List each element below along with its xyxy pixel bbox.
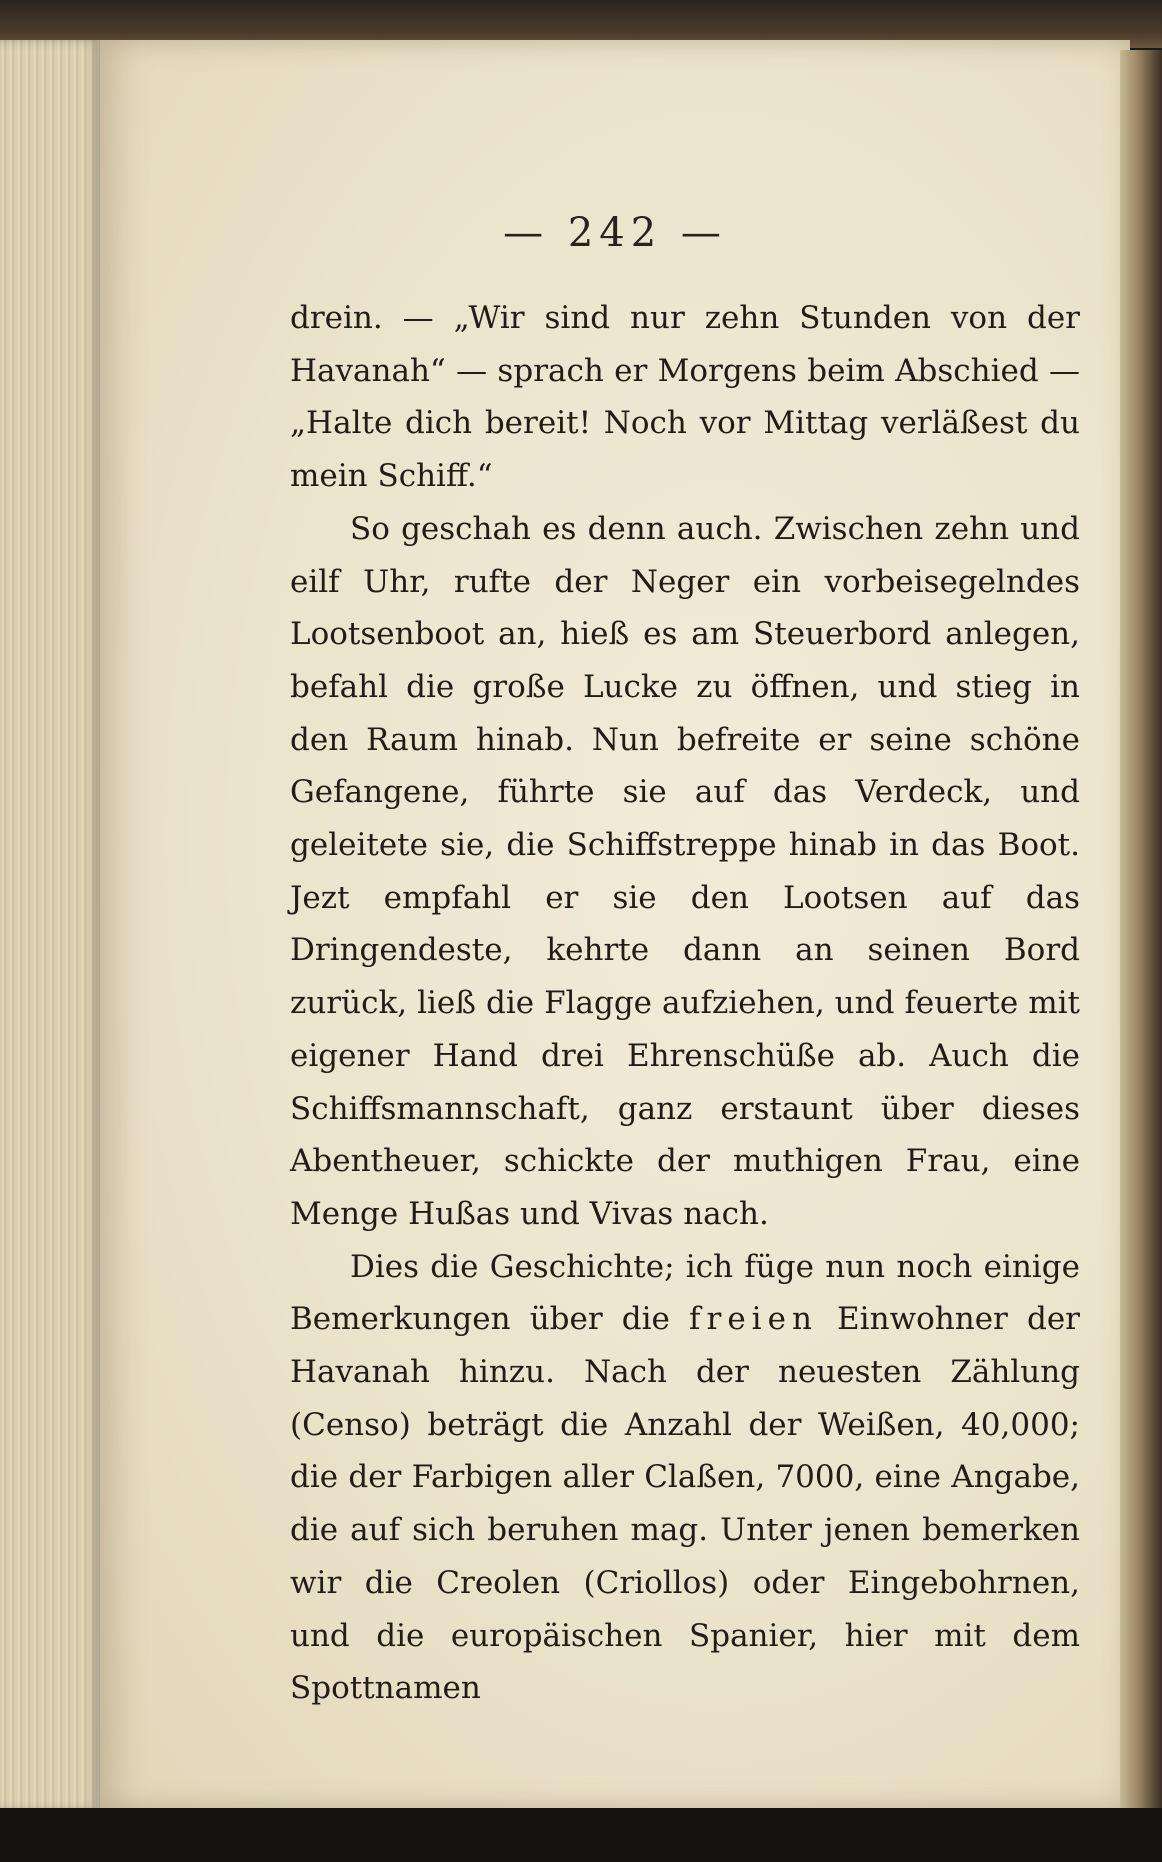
body-text bbox=[290, 292, 1080, 1715]
background-shadow bbox=[0, 1808, 1162, 1862]
paragraph-3 bbox=[290, 1241, 1080, 1715]
book-page-edge-right bbox=[1120, 50, 1162, 1820]
emphasized-word: freien bbox=[689, 1301, 818, 1338]
paragraph-2: So geschah es denn auch. Zwischen zehn und eilf Uhr, rufte der Neger ein vorbeisegelndes Lootsenboot an, hieß es am Steuerbord anlegen, befahl die große Lucke zu öffnen, und stieg in den Raum hinab. Nun befreite er seine schöne Gefangene, führte sie auf das Verdeck, und geleitete sie, die Schiffstreppe hinab in das Boot. Jezt empfahl er sie den Lootsen auf das Dringendeste, kehrte dann an seinen Bord zurück, ließ die Flagge aufziehen, und feuerte mit eigener Hand drei Ehrenschüße ab. Auch die Schiffsmannschaft, ganz erstaunt über dieses Abentheuer, schickte der muthigen Frau, eine Menge Hußas und Vivas nach. bbox=[290, 510, 1080, 1232]
book-page-edges-left bbox=[0, 40, 100, 1810]
page-number: — 242 — bbox=[503, 210, 727, 256]
paragraph-1: drein. — „Wir sind nur zehn Stunden von der Havanah“ — sprach er Morgens beim Abschied — „Halte dich bereit! Noch vor Mittag verläßest du mein Schiff.“ bbox=[290, 300, 1080, 495]
paragraph-3-end: Einwohner der Havanah hinzu. Nach der neuesten Zählung (Censo) beträgt die Anzahl der Weißen, 40,000; die der Farbigen aller Claßen, 7000, eine Angabe, die auf sich beruhen mag. Unter jenen bemerken wir die Creolen (Criollos) oder Eingebohrnen, und die europäischen Spanier, hier mit dem Spottnamen bbox=[290, 1301, 1080, 1707]
paragraph-3-start: Dies die Geschichte; ich füge nun noch einige Bemerkungen über die bbox=[290, 1248, 1080, 1338]
